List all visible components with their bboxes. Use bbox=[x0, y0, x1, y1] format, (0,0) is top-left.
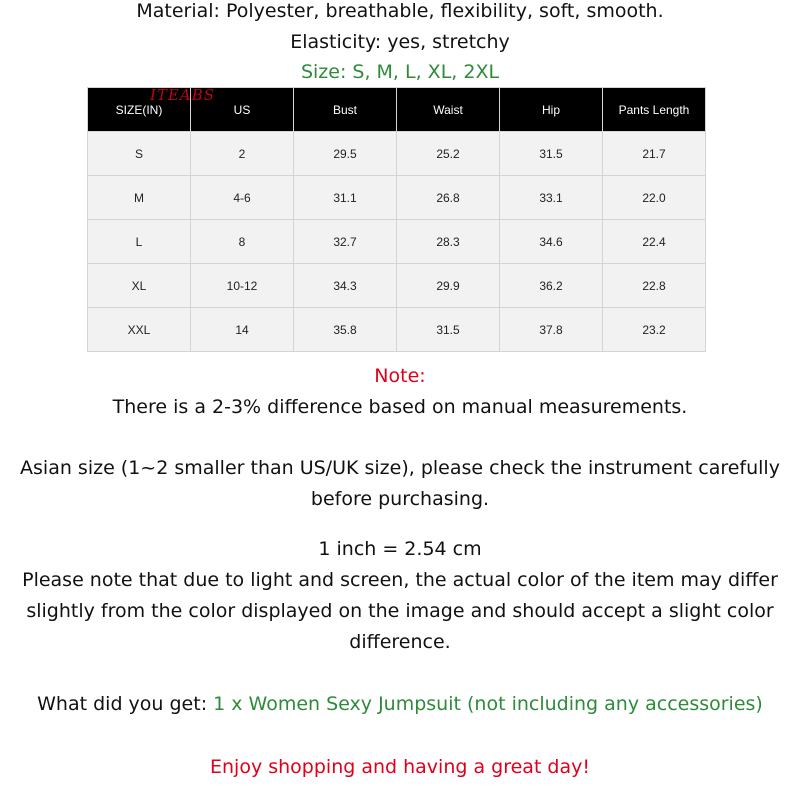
material-text: Material: Polyester, breathable, flexibility, soft, smooth. bbox=[136, 0, 664, 22]
size-chart-table bbox=[87, 87, 706, 352]
table-cell: M bbox=[88, 176, 191, 220]
table-cell: 22.8 bbox=[603, 264, 706, 308]
watermark: ITEABS bbox=[150, 86, 216, 104]
table-cell: 25.2 bbox=[397, 132, 500, 176]
note-title: Note: bbox=[374, 365, 426, 387]
table-cell: 29.5 bbox=[294, 132, 397, 176]
table-cell: 23.2 bbox=[603, 308, 706, 352]
size-chart-header-cell: SIZE(IN) bbox=[88, 88, 191, 132]
size-chart-header-cell: Bust bbox=[294, 88, 397, 132]
closing-message: Enjoy shopping and having a great day! bbox=[210, 756, 590, 778]
table-cell: 4-6 bbox=[191, 176, 294, 220]
table-row bbox=[88, 220, 706, 264]
elasticity-text: Elasticity: yes, stretchy bbox=[290, 31, 510, 53]
size-text: Size: S, M, L, XL, 2XL bbox=[300, 61, 500, 83]
table-cell: 34.6 bbox=[500, 220, 603, 264]
table-cell: 26.8 bbox=[397, 176, 500, 220]
table-cell: 22.4 bbox=[603, 220, 706, 264]
table-cell: S bbox=[88, 132, 191, 176]
table-cell: 10-12 bbox=[191, 264, 294, 308]
table-cell: 35.8 bbox=[294, 308, 397, 352]
table-cell: 34.3 bbox=[294, 264, 397, 308]
table-row bbox=[88, 264, 706, 308]
table-cell: 33.1 bbox=[500, 176, 603, 220]
table-cell: 2 bbox=[191, 132, 294, 176]
table-cell: 21.7 bbox=[603, 132, 706, 176]
size-chart-header-cell: Hip bbox=[500, 88, 603, 132]
table-cell: 22.0 bbox=[603, 176, 706, 220]
table-row bbox=[88, 132, 706, 176]
table-cell: 32.7 bbox=[294, 220, 397, 264]
color-difference-note: Please note that due to light and screen, the actual color of the item may differ slightly from the color displayed on the image and should accept a slight color difference. bbox=[22, 569, 778, 653]
difference-note: There is a 2-3% difference based on manual measurements. bbox=[112, 396, 688, 418]
package-label: What did you get: bbox=[37, 693, 214, 715]
table-cell: 31.1 bbox=[294, 176, 397, 220]
table-cell: 36.2 bbox=[500, 264, 603, 308]
table-row bbox=[88, 308, 706, 352]
table-row bbox=[88, 176, 706, 220]
table-cell: XXL bbox=[88, 308, 191, 352]
inch-conversion-note: 1 inch = 2.54 cm bbox=[318, 538, 482, 560]
table-cell: 28.3 bbox=[397, 220, 500, 264]
table-cell: 31.5 bbox=[397, 308, 500, 352]
asian-size-note: Asian size (1~2 smaller than US/UK size), please check the instrument carefully before purchasing. bbox=[20, 457, 780, 510]
table-cell: XL bbox=[88, 264, 191, 308]
table-cell: L bbox=[88, 220, 191, 264]
size-chart-header-cell: Pants Length bbox=[603, 88, 706, 132]
package-contents bbox=[0, 689, 800, 720]
table-cell: 14 bbox=[191, 308, 294, 352]
table-cell: 37.8 bbox=[500, 308, 603, 352]
package-content: 1 x Women Sexy Jumpsuit (not including any accessories) bbox=[213, 693, 763, 715]
table-cell: 8 bbox=[191, 220, 294, 264]
table-cell: 29.9 bbox=[397, 264, 500, 308]
table-cell: 31.5 bbox=[500, 132, 603, 176]
size-chart-header-cell: Waist bbox=[397, 88, 500, 132]
size-chart-header-cell: US bbox=[191, 88, 294, 132]
